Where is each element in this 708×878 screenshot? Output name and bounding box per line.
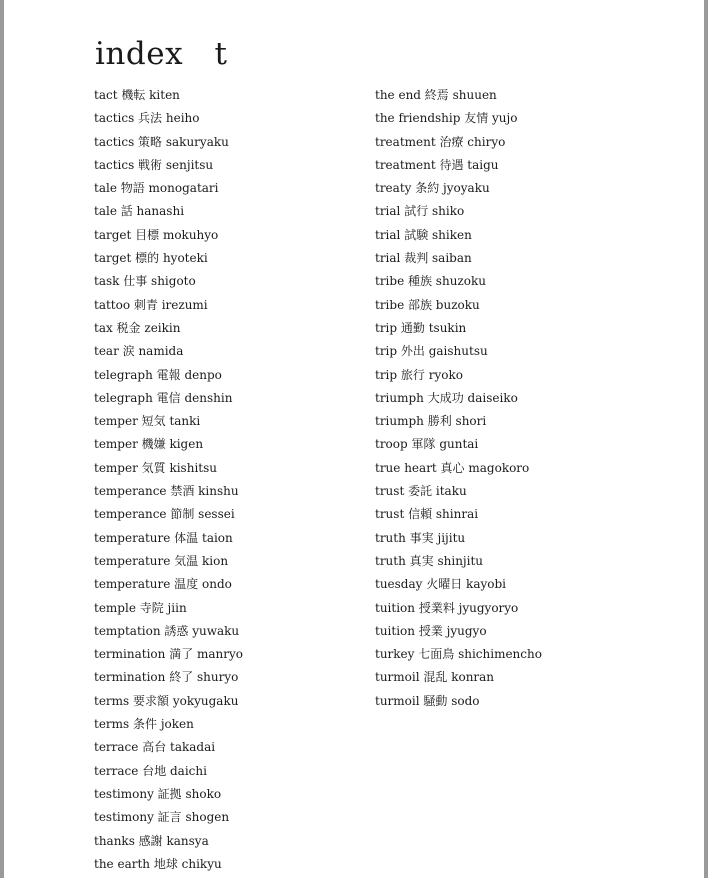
index-entry: troop 軍隊 guntai: [375, 437, 479, 452]
index-entry: tale 話 hanashi: [94, 204, 185, 219]
index-entry: temper 気質 kishitsu: [94, 460, 217, 475]
index-entry: temperature 温度 ondo: [94, 577, 232, 592]
index-entry: trial 試験 shiken: [375, 227, 472, 242]
index-entry: truth 事実 jijitu: [375, 530, 466, 545]
index-entry: telegraph 電信 denshin: [94, 390, 233, 405]
index-entry: tear 涙 namida: [94, 344, 184, 359]
page-right-edge: [704, 0, 708, 878]
index-entry: trust 委託 itaku: [375, 484, 467, 499]
index-entry: treatment 治療 chiryo: [375, 134, 506, 149]
index-entry: triumph 大成功 daiseiko: [375, 390, 518, 405]
index-entry: tuition 授業料 jyugyoryo: [375, 600, 519, 615]
index-entry: tax 税金 zeikin: [94, 320, 181, 335]
index-entry: testimony 証拠 shoko: [94, 786, 222, 801]
index-entry: tuesday 火曜日 kayobi: [375, 577, 507, 592]
index-entry: trip 通勤 tsukin: [375, 320, 467, 335]
index-entry: tact 機転 kiten: [94, 88, 180, 102]
index-entry: termination 満了 manryo: [94, 647, 244, 662]
index-entry: tuition 授業 jyugyo: [375, 623, 487, 638]
index-entry: temper 短気 tanki: [94, 414, 201, 429]
index-entry: task 仕事 shigoto: [94, 274, 196, 289]
index-entry: tattoo 刺青 irezumi: [94, 297, 208, 312]
index-column-right: [375, 84, 542, 713]
index-entry: termination 終了 shuryo: [94, 670, 239, 685]
index-entry: the end 終焉 shuuen: [375, 88, 497, 102]
index-entry: tribe 部族 buzoku: [375, 297, 480, 312]
index-entry: telegraph 電報 denpo: [94, 367, 222, 382]
index-entry: turkey 七面鳥 shichimencho: [375, 647, 542, 662]
index-entry: true heart 真心 magokoro: [375, 460, 530, 475]
index-entry: terms 条件 joken: [94, 717, 194, 732]
index-entry: trip 旅行 ryoko: [375, 367, 463, 382]
page-left-edge: [0, 0, 4, 878]
index-column-left: [94, 84, 243, 876]
index-entry: tactics 戦術 senjitsu: [94, 157, 214, 172]
page-title: index t: [95, 36, 228, 72]
index-entry: treaty 条約 jyoyaku: [375, 181, 490, 196]
index-entry: target 目標 mokuhyo: [94, 227, 219, 242]
index-entry: turmoil 混乱 konran: [375, 670, 495, 685]
index-entry: trial 試行 shiko: [375, 204, 465, 219]
index-entry: target 標的 hyoteki: [94, 251, 208, 266]
index-entry: truth 真実 shinjitu: [375, 553, 484, 568]
index-entry: temptation 誘惑 yuwaku: [94, 623, 240, 638]
index-entry: the earth 地球 chikyu: [94, 856, 222, 871]
index-entry: tribe 種族 shuzoku: [375, 274, 486, 289]
index-entry: tale 物語 monogatari: [94, 181, 219, 196]
index-entry: turmoil 騒動 sodo: [375, 693, 480, 708]
index-entry: temperature 気温 kion: [94, 553, 229, 568]
index-entry: trust 信頼 shinrai: [375, 507, 479, 522]
index-entry: tactics 兵法 heiho: [94, 111, 200, 126]
index-entry: testimony 証言 shogen: [94, 810, 230, 825]
index-entry: terrace 高台 takadai: [94, 740, 216, 755]
index-entry: temper 機嫌 kigen: [94, 437, 204, 452]
index-entry: temperature 体温 taion: [94, 530, 233, 545]
index-entry: thanks 感謝 kansya: [94, 833, 209, 848]
index-entry: temperance 節制 sessei: [94, 507, 235, 522]
index-entry: treatment 待遇 taigu: [375, 157, 499, 172]
index-entry: temple 寺院 jiin: [94, 600, 187, 615]
index-entry: tactics 策略 sakuryaku: [94, 134, 229, 149]
index-entry: triumph 勝利 shori: [375, 414, 487, 429]
index-entry: the friendship 友情 yujo: [375, 111, 518, 126]
index-entry: trial 裁判 saiban: [375, 251, 472, 266]
index-entry: temperance 禁酒 kinshu: [94, 484, 239, 499]
index-entry: terrace 台地 daichi: [94, 763, 207, 778]
index-entry: trip 外出 gaishutsu: [375, 344, 488, 359]
index-entry: terms 要求額 yokyugaku: [94, 693, 239, 708]
